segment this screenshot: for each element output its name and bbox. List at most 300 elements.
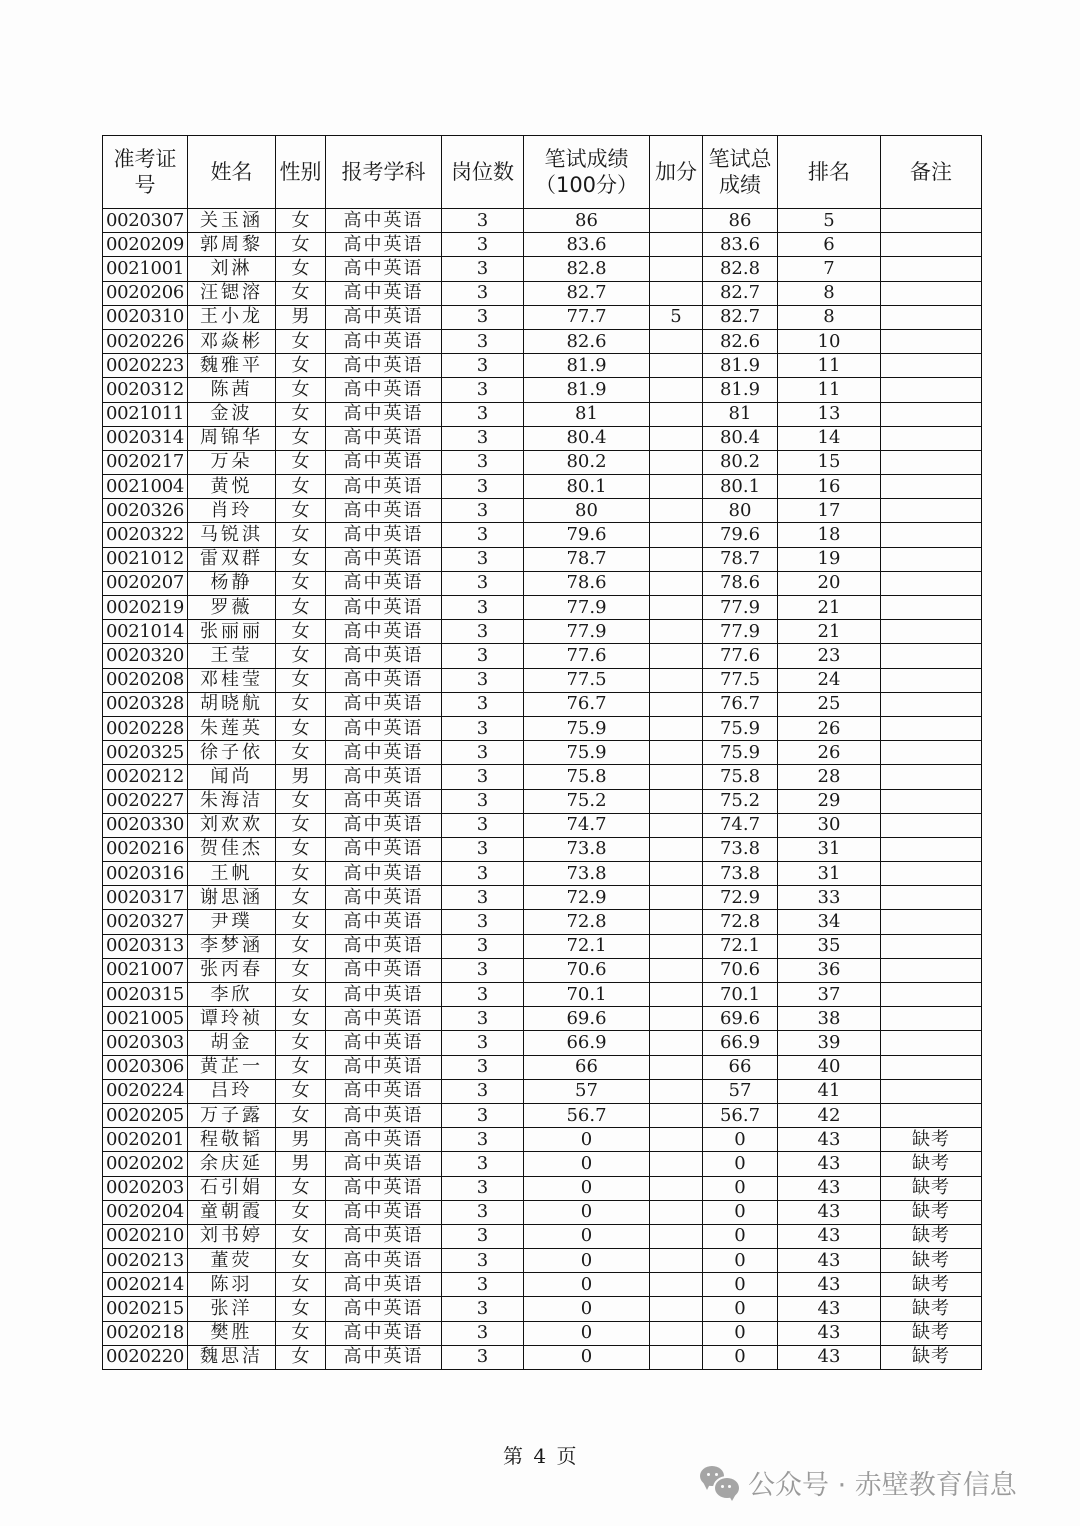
cell-total-score: 72.9 — [703, 886, 778, 910]
table-row — [103, 644, 982, 668]
cell-total-score: 77.9 — [703, 620, 778, 644]
cell-rank: 13 — [778, 402, 881, 426]
cell-subject: 高中英语 — [326, 596, 442, 620]
cell-gender: 女 — [276, 1345, 326, 1369]
table-row — [103, 934, 982, 958]
cell-name: 吕玲 — [188, 1079, 276, 1103]
cell-subject: 高中英语 — [326, 1103, 442, 1127]
cell-written-score: 0 — [524, 1345, 650, 1369]
cell-gender: 女 — [276, 741, 326, 765]
cell-total-score: 74.7 — [703, 813, 778, 837]
cell-name: 尹璞 — [188, 910, 276, 934]
cell-positions: 3 — [442, 1249, 524, 1273]
table-row — [103, 499, 982, 523]
cell-total-score: 80 — [703, 499, 778, 523]
cell-note — [881, 547, 982, 571]
cell-gender: 女 — [276, 1273, 326, 1297]
cell-gender: 女 — [276, 499, 326, 523]
cell-name: 邓焱彬 — [188, 329, 276, 353]
cell-bonus — [650, 1345, 703, 1369]
cell-total-score: 70.6 — [703, 958, 778, 982]
table-row — [103, 1321, 982, 1345]
cell-rank: 21 — [778, 620, 881, 644]
cell-positions: 3 — [442, 1103, 524, 1127]
table-row — [103, 1273, 982, 1297]
cell-written-score: 82.7 — [524, 281, 650, 305]
cell-name: 魏思洁 — [188, 1345, 276, 1369]
cell-total-score: 86 — [703, 209, 778, 233]
cell-positions: 3 — [442, 209, 524, 233]
table-row — [103, 475, 982, 499]
cell-gender: 女 — [276, 1297, 326, 1321]
cell-rank: 43 — [778, 1345, 881, 1369]
cell-id: 0020206 — [103, 281, 188, 305]
cell-written-score: 75.9 — [524, 716, 650, 740]
cell-id: 0020209 — [103, 233, 188, 257]
cell-total-score: 0 — [703, 1200, 778, 1224]
cell-id: 0020205 — [103, 1103, 188, 1127]
cell-positions: 3 — [442, 1345, 524, 1369]
cell-id: 0020201 — [103, 1128, 188, 1152]
table-row — [103, 1152, 982, 1176]
cell-gender: 女 — [276, 983, 326, 1007]
cell-total-score: 81.9 — [703, 378, 778, 402]
cell-note — [881, 499, 982, 523]
cell-positions: 3 — [442, 789, 524, 813]
cell-subject: 高中英语 — [326, 1176, 442, 1200]
table-row — [103, 1297, 982, 1321]
cell-written-score: 73.8 — [524, 837, 650, 861]
cell-name: 童朝霞 — [188, 1200, 276, 1224]
cell-total-score: 75.9 — [703, 741, 778, 765]
cell-positions: 3 — [442, 1128, 524, 1152]
cell-total-score: 0 — [703, 1176, 778, 1200]
cell-note — [881, 596, 982, 620]
cell-id: 0020217 — [103, 450, 188, 474]
cell-bonus: 5 — [650, 305, 703, 329]
cell-bonus — [650, 1297, 703, 1321]
cell-subject: 高中英语 — [326, 378, 442, 402]
table-row — [103, 233, 982, 257]
cell-rank: 38 — [778, 1007, 881, 1031]
table-row — [103, 1103, 982, 1127]
cell-subject: 高中英语 — [326, 934, 442, 958]
cell-total-score: 72.8 — [703, 910, 778, 934]
cell-name: 闻尚 — [188, 765, 276, 789]
cell-positions: 3 — [442, 378, 524, 402]
cell-gender: 女 — [276, 813, 326, 837]
cell-subject: 高中英语 — [326, 1031, 442, 1055]
cell-total-score: 82.8 — [703, 257, 778, 281]
cell-rank: 8 — [778, 305, 881, 329]
cell-rank: 20 — [778, 571, 881, 595]
cell-rank: 39 — [778, 1031, 881, 1055]
cell-name: 王莹 — [188, 644, 276, 668]
cell-note — [881, 741, 982, 765]
cell-bonus — [650, 402, 703, 426]
cell-id: 0020216 — [103, 837, 188, 861]
cell-name: 董荧 — [188, 1249, 276, 1273]
table-row — [103, 765, 982, 789]
cell-total-score: 56.7 — [703, 1103, 778, 1127]
cell-bonus — [650, 209, 703, 233]
cell-name: 徐子依 — [188, 741, 276, 765]
cell-subject: 高中英语 — [326, 886, 442, 910]
cell-note — [881, 1007, 982, 1031]
cell-gender: 女 — [276, 789, 326, 813]
header-name: 姓名 — [188, 136, 276, 209]
cell-bonus — [650, 426, 703, 450]
table-header-row — [103, 136, 982, 209]
cell-rank: 43 — [778, 1176, 881, 1200]
cell-gender: 女 — [276, 354, 326, 378]
cell-subject: 高中英语 — [326, 523, 442, 547]
cell-rank: 43 — [778, 1200, 881, 1224]
cell-note — [881, 475, 982, 499]
cell-total-score: 69.6 — [703, 1007, 778, 1031]
cell-name: 刘淋 — [188, 257, 276, 281]
cell-subject: 高中英语 — [326, 1128, 442, 1152]
table-row — [103, 450, 982, 474]
cell-bonus — [650, 378, 703, 402]
cell-written-score: 80.4 — [524, 426, 650, 450]
cell-note — [881, 426, 982, 450]
cell-id: 0020208 — [103, 668, 188, 692]
cell-bonus — [650, 257, 703, 281]
cell-written-score: 77.7 — [524, 305, 650, 329]
cell-positions: 3 — [442, 426, 524, 450]
table-row — [103, 741, 982, 765]
cell-written-score: 80.2 — [524, 450, 650, 474]
cell-written-score: 81.9 — [524, 354, 650, 378]
cell-written-score: 77.5 — [524, 668, 650, 692]
cell-name: 马锐淇 — [188, 523, 276, 547]
cell-written-score: 78.7 — [524, 547, 650, 571]
cell-name: 罗薇 — [188, 596, 276, 620]
cell-total-score: 76.7 — [703, 692, 778, 716]
cell-written-score: 76.7 — [524, 692, 650, 716]
cell-rank: 33 — [778, 886, 881, 910]
cell-gender: 女 — [276, 620, 326, 644]
cell-subject: 高中英语 — [326, 1224, 442, 1248]
cell-total-score: 0 — [703, 1345, 778, 1369]
cell-positions: 3 — [442, 257, 524, 281]
cell-gender: 女 — [276, 716, 326, 740]
cell-note — [881, 668, 982, 692]
cell-subject: 高中英语 — [326, 475, 442, 499]
cell-bonus — [650, 668, 703, 692]
cell-gender: 男 — [276, 1128, 326, 1152]
cell-subject: 高中英语 — [326, 813, 442, 837]
cell-note — [881, 934, 982, 958]
cell-gender: 女 — [276, 910, 326, 934]
cell-id: 0020219 — [103, 596, 188, 620]
cell-note — [881, 354, 982, 378]
cell-written-score: 0 — [524, 1321, 650, 1345]
cell-id: 0020224 — [103, 1079, 188, 1103]
cell-gender: 女 — [276, 523, 326, 547]
cell-rank: 6 — [778, 233, 881, 257]
cell-written-score: 75.2 — [524, 789, 650, 813]
table-row — [103, 402, 982, 426]
cell-subject: 高中英语 — [326, 1200, 442, 1224]
cell-bonus — [650, 1224, 703, 1248]
cell-rank: 34 — [778, 910, 881, 934]
cell-subject: 高中英语 — [326, 450, 442, 474]
cell-rank: 15 — [778, 450, 881, 474]
cell-positions: 3 — [442, 1031, 524, 1055]
cell-subject: 高中英语 — [326, 1249, 442, 1273]
table-row — [103, 596, 982, 620]
cell-positions: 3 — [442, 523, 524, 547]
cell-rank: 28 — [778, 765, 881, 789]
cell-positions: 3 — [442, 402, 524, 426]
cell-name: 陈羽 — [188, 1273, 276, 1297]
cell-subject: 高中英语 — [326, 571, 442, 595]
cell-note: 缺考 — [881, 1273, 982, 1297]
cell-rank: 26 — [778, 741, 881, 765]
cell-rank: 23 — [778, 644, 881, 668]
cell-total-score: 66.9 — [703, 1031, 778, 1055]
cell-note — [881, 305, 982, 329]
cell-id: 0020312 — [103, 378, 188, 402]
cell-gender: 女 — [276, 233, 326, 257]
cell-id: 0020327 — [103, 910, 188, 934]
cell-name: 李欣 — [188, 983, 276, 1007]
cell-subject: 高中英语 — [326, 1273, 442, 1297]
cell-bonus — [650, 499, 703, 523]
cell-id: 0020223 — [103, 354, 188, 378]
cell-note — [881, 329, 982, 353]
cell-name: 雷双群 — [188, 547, 276, 571]
cell-rank: 43 — [778, 1152, 881, 1176]
cell-id: 0021001 — [103, 257, 188, 281]
table-row — [103, 716, 982, 740]
cell-subject: 高中英语 — [326, 499, 442, 523]
cell-written-score: 0 — [524, 1273, 650, 1297]
cell-gender: 女 — [276, 1079, 326, 1103]
cell-id: 0020326 — [103, 499, 188, 523]
cell-rank: 30 — [778, 813, 881, 837]
cell-id: 0021012 — [103, 547, 188, 571]
cell-note: 缺考 — [881, 1321, 982, 1345]
cell-gender: 女 — [276, 1007, 326, 1031]
cell-note — [881, 257, 982, 281]
table-row — [103, 837, 982, 861]
cell-rank: 21 — [778, 596, 881, 620]
cell-rank: 18 — [778, 523, 881, 547]
table-row — [103, 1128, 982, 1152]
cell-name: 张丽丽 — [188, 620, 276, 644]
cell-gender: 女 — [276, 547, 326, 571]
cell-written-score: 70.1 — [524, 983, 650, 1007]
table-row — [103, 862, 982, 886]
cell-subject: 高中英语 — [326, 910, 442, 934]
cell-subject: 高中英语 — [326, 233, 442, 257]
cell-gender: 女 — [276, 958, 326, 982]
cell-written-score: 77.9 — [524, 620, 650, 644]
cell-written-score: 81.9 — [524, 378, 650, 402]
cell-note — [881, 1103, 982, 1127]
cell-note — [881, 789, 982, 813]
cell-name: 朱海洁 — [188, 789, 276, 813]
cell-total-score: 79.6 — [703, 523, 778, 547]
cell-bonus — [650, 983, 703, 1007]
cell-subject: 高中英语 — [326, 644, 442, 668]
cell-positions: 3 — [442, 813, 524, 837]
cell-bonus — [650, 910, 703, 934]
cell-id: 0020218 — [103, 1321, 188, 1345]
cell-name: 陈茜 — [188, 378, 276, 402]
cell-total-score: 77.5 — [703, 668, 778, 692]
cell-id: 0020325 — [103, 741, 188, 765]
table-row — [103, 1200, 982, 1224]
cell-rank: 43 — [778, 1128, 881, 1152]
table-row — [103, 305, 982, 329]
cell-id: 0020330 — [103, 813, 188, 837]
table-row — [103, 910, 982, 934]
cell-written-score: 77.6 — [524, 644, 650, 668]
cell-gender: 男 — [276, 1152, 326, 1176]
cell-id: 0020310 — [103, 305, 188, 329]
cell-rank: 17 — [778, 499, 881, 523]
cell-positions: 3 — [442, 1055, 524, 1079]
cell-subject: 高中英语 — [326, 692, 442, 716]
cell-note — [881, 644, 982, 668]
cell-subject: 高中英语 — [326, 1321, 442, 1345]
cell-bonus — [650, 837, 703, 861]
cell-note — [881, 862, 982, 886]
cell-bonus — [650, 1152, 703, 1176]
table-row — [103, 1055, 982, 1079]
cell-written-score: 82.6 — [524, 329, 650, 353]
cell-bonus — [650, 620, 703, 644]
cell-bonus — [650, 765, 703, 789]
cell-rank: 11 — [778, 354, 881, 378]
cell-positions: 3 — [442, 450, 524, 474]
cell-bonus — [650, 1079, 703, 1103]
cell-subject: 高中英语 — [326, 716, 442, 740]
cell-written-score: 78.6 — [524, 571, 650, 595]
cell-name: 万子露 — [188, 1103, 276, 1127]
cell-written-score: 72.9 — [524, 886, 650, 910]
cell-id: 0020213 — [103, 1249, 188, 1273]
cell-id: 0020315 — [103, 983, 188, 1007]
score-table — [102, 135, 982, 1370]
cell-written-score: 66 — [524, 1055, 650, 1079]
header-note: 备注 — [881, 136, 982, 209]
table-row — [103, 1007, 982, 1031]
cell-id: 0020202 — [103, 1152, 188, 1176]
cell-bonus — [650, 1273, 703, 1297]
cell-positions: 3 — [442, 1152, 524, 1176]
cell-bonus — [650, 813, 703, 837]
cell-note: 缺考 — [881, 1176, 982, 1200]
cell-bonus — [650, 523, 703, 547]
cell-bonus — [650, 329, 703, 353]
cell-positions: 3 — [442, 305, 524, 329]
cell-name: 郭周黎 — [188, 233, 276, 257]
cell-gender: 女 — [276, 1176, 326, 1200]
cell-total-score: 77.6 — [703, 644, 778, 668]
table-row — [103, 1345, 982, 1369]
cell-name: 张丙春 — [188, 958, 276, 982]
cell-name: 肖玲 — [188, 499, 276, 523]
cell-note — [881, 958, 982, 982]
cell-gender: 女 — [276, 862, 326, 886]
cell-name: 刘书婷 — [188, 1224, 276, 1248]
header-positions: 岗位数 — [442, 136, 524, 209]
cell-total-score: 0 — [703, 1297, 778, 1321]
cell-total-score: 80.1 — [703, 475, 778, 499]
table-row — [103, 329, 982, 353]
cell-id: 0020212 — [103, 765, 188, 789]
cell-rank: 43 — [778, 1224, 881, 1248]
cell-bonus — [650, 1176, 703, 1200]
cell-positions: 3 — [442, 886, 524, 910]
cell-written-score: 56.7 — [524, 1103, 650, 1127]
cell-gender: 女 — [276, 934, 326, 958]
cell-note — [881, 910, 982, 934]
cell-positions: 3 — [442, 837, 524, 861]
cell-bonus — [650, 862, 703, 886]
cell-subject: 高中英语 — [326, 354, 442, 378]
cell-written-score: 0 — [524, 1176, 650, 1200]
table-row — [103, 547, 982, 571]
table-row — [103, 692, 982, 716]
cell-id: 0020210 — [103, 1224, 188, 1248]
cell-gender: 女 — [276, 329, 326, 353]
cell-rank: 43 — [778, 1297, 881, 1321]
cell-rank: 43 — [778, 1321, 881, 1345]
cell-name: 王帆 — [188, 862, 276, 886]
cell-total-score: 77.9 — [703, 596, 778, 620]
cell-subject: 高中英语 — [326, 765, 442, 789]
cell-bonus — [650, 571, 703, 595]
cell-gender: 女 — [276, 1200, 326, 1224]
cell-subject: 高中英语 — [326, 741, 442, 765]
cell-bonus — [650, 1321, 703, 1345]
cell-rank: 7 — [778, 257, 881, 281]
cell-gender: 女 — [276, 257, 326, 281]
cell-note — [881, 281, 982, 305]
cell-total-score: 0 — [703, 1128, 778, 1152]
cell-positions: 3 — [442, 1224, 524, 1248]
cell-positions: 3 — [442, 571, 524, 595]
cell-total-score: 80.2 — [703, 450, 778, 474]
cell-total-score: 0 — [703, 1224, 778, 1248]
cell-name: 黄芷一 — [188, 1055, 276, 1079]
cell-written-score: 0 — [524, 1249, 650, 1273]
cell-written-score: 72.8 — [524, 910, 650, 934]
table-row — [103, 209, 982, 233]
cell-subject: 高中英语 — [326, 547, 442, 571]
cell-id: 0020317 — [103, 886, 188, 910]
cell-subject: 高中英语 — [326, 837, 442, 861]
cell-positions: 3 — [442, 716, 524, 740]
cell-gender: 女 — [276, 1103, 326, 1127]
cell-gender: 女 — [276, 450, 326, 474]
cell-total-score: 81.9 — [703, 354, 778, 378]
cell-rank: 16 — [778, 475, 881, 499]
cell-note — [881, 209, 982, 233]
cell-note — [881, 233, 982, 257]
cell-note: 缺考 — [881, 1152, 982, 1176]
cell-written-score: 77.9 — [524, 596, 650, 620]
table-row — [103, 571, 982, 595]
cell-note — [881, 983, 982, 1007]
cell-positions: 3 — [442, 1297, 524, 1321]
